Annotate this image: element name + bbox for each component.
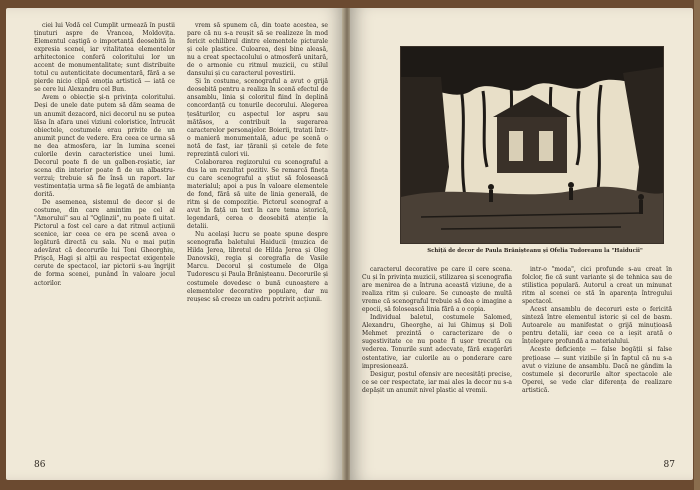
paragraph: Și în costume, scenograful a avut o grijă deosebită pentru a realiza în scenă efectul de ansamblu, linia și coloritul fiind în deplină concordanță cu tonurile decorului. Alegerea țesăturilor, cu aspectul lor aspru sau mătăsos, a contribuit la sugerarea caracterelor personajelor. Boierii, tratați într-o manieră monumentală, aduc pe scenă o notă de fast, iar țăranii și cetele de fete reprezintă culori vii. — [187, 78, 328, 158]
paragraph: Aceste deficiențe — false bogății și false prețioase — sunt vizibile și în faptul că nu s-a avut o viziune de ansamblu. Dacă ne gândim la costumele și decorurile altor spectacole ale Operei, se vede clar diferența de realizare artistică. — [522, 346, 672, 394]
sketch-drawing — [401, 47, 663, 243]
paragraph: De asemenea, sistemul de decor și de costume, din care amintim pe cel al "Amorului" sau al "Oglinzii", nu poate fi uitat. Pictorul a fost cel care a dat ritmul acțiunii scenice, iar ceea ce era pe scenă avea o legătură directă cu sala. Nu e mai puțin adevărat că decorurile lui Toni Gheorghiu, Prișcă, Hagi și alții au respectat exigențele cerute de spectacol, iar pictorii s-au îngrijit de forma scenei, punând în valoare jocul actorilor. — [34, 199, 175, 287]
right-page-column-1 — [362, 266, 512, 456]
paragraph: ciei lui Vodă cel Cumplit urmează în pustii ținuturi aspre de Vrancea, Moldovița. Elementul caștigă o importanță deosebită în expresia scenei, iar vitalitatea elementelor arhitectonice conferă coloritului lor un accent de monumentalitate; sunt distribuite totul cu autenticitate documentară, fără a se pierde nicio clipă emoția artistică — iată ce se cere lui Alexandru cel Bun. — [34, 22, 175, 94]
page-number: 87 — [663, 460, 675, 470]
right-page — [350, 8, 693, 480]
left-page-column-2 — [187, 22, 328, 450]
left-page — [6, 8, 344, 480]
paragraph: caracterul decorative pe care il cere scena. Cu și în privința muzicii, stilizarea și scenografia are menirea de a întruna această viziune, de a realiza ritm și culoare. Se cunoaște de multă vreme că scenograful trebuie să dea o imagine a epocii, să folosească linia fără a o copia. — [362, 266, 512, 314]
paragraph: Desigur, postul ofensiv are necesități precise, ce se cer respectate, iar mai ales la decor nu s-a depășit un anumit nivel plastic al vremii. — [362, 370, 512, 394]
paragraph: Acest ansamblu de decoruri este o fericită sinteză între elementul istoric și cel de basm. Autoarele au manifestat o grijă minuțioasă pentru detalii, iar ceea ce a ieșit arată o înțelegere profundă a materialului. — [522, 306, 672, 346]
book-edge — [694, 0, 700, 490]
page-number: 86 — [34, 460, 46, 470]
stage-set-sketch-illustration — [400, 46, 664, 244]
paragraph: Nu același lucru se poate spune despre scenografia baletului Haiducii (muzica de Hilda Jerea, libretul de Hilda Jerea și Oleg Danovski), regia și coregrafia de Vasile Marcu. Decorul și costumele de Olga Tudorescu și Paula Brănișteanu. Decorurile și costumele dovedesc o bună cunoaștere a elementelor decorative populare, dar nu reușesc să creeze un cadru potrivit acțiunii. — [187, 231, 328, 303]
paragraph: Individual baletul, costumele Salomed, Alexandru, Gheorghe, ai lui Ghimuș și Doli Mehmet prezintă o caracterizare de o sugestivitate ce nu poate fi ușor trecută cu vederea. Tonurile sunt adecvate, fără exagerări ostentative, iar culorile au o ponderare care impresionează. — [362, 314, 512, 370]
left-page-column-1 — [34, 22, 175, 450]
paragraph: Colaborarea regizorului cu scenograful a dus la un rezultat pozitiv. Se remarcă fineța cu care scenograful a știut să folosească materialul; apoi a pus în valoare elementele de fond, fără să uite de linia generală, de ritm și de compoziție. Pictorul scenograf a avut în față un text în care tema istorică, legendară, cerea o deosebită atenție la detalii. — [187, 158, 328, 231]
paragraph: intr-o "moda", cici profunde s-au creat în folclor, fie că sunt variante și de tehnica sau de stilistica populară. Autorul a creat un minunat ritm al scenei ce stă în aparența întregului spectacol. — [522, 266, 672, 306]
paragraph: Avem o obiecție și-n privința coloritului. Deși de unele date putem să dăm seama de un anumit dezacord, nici decorul nu se putea lăsa în afara unei viziuni coloristice, întrucât obiectele, costumele erau privite de un anumit punct de vedere. Era ceea ce urma să ne dea atmosfera, iar în lumina scenei culorile devin caracteristice unei lumi. Decorul poate fi de un galben-roșiatic, iar scena din interior poate fi de un albastru-verzui; trebuie să fie însă un raport. Iar vestimentația urma să fie legată de ambianța dorită. — [34, 94, 175, 198]
illustration-caption: Schiță de decor de Paula Brănișteanu și Ofelia Tudoreanu la "Haiducii" — [427, 248, 643, 254]
right-page-column-2 — [522, 266, 672, 456]
paragraph: vrem să spunem că, din toate acestea, se pare că nu s-a reușit să se realizeze în mod fericit echilibrul dintre elementele picturale și cele plastice. Culoarea, deși bine aleasă, nu a creat spectacolului o atmosferă unitară, de o armonie cu ritmul muzicii, cu stilul dansului și cu caracterul povestirii. — [187, 22, 328, 78]
